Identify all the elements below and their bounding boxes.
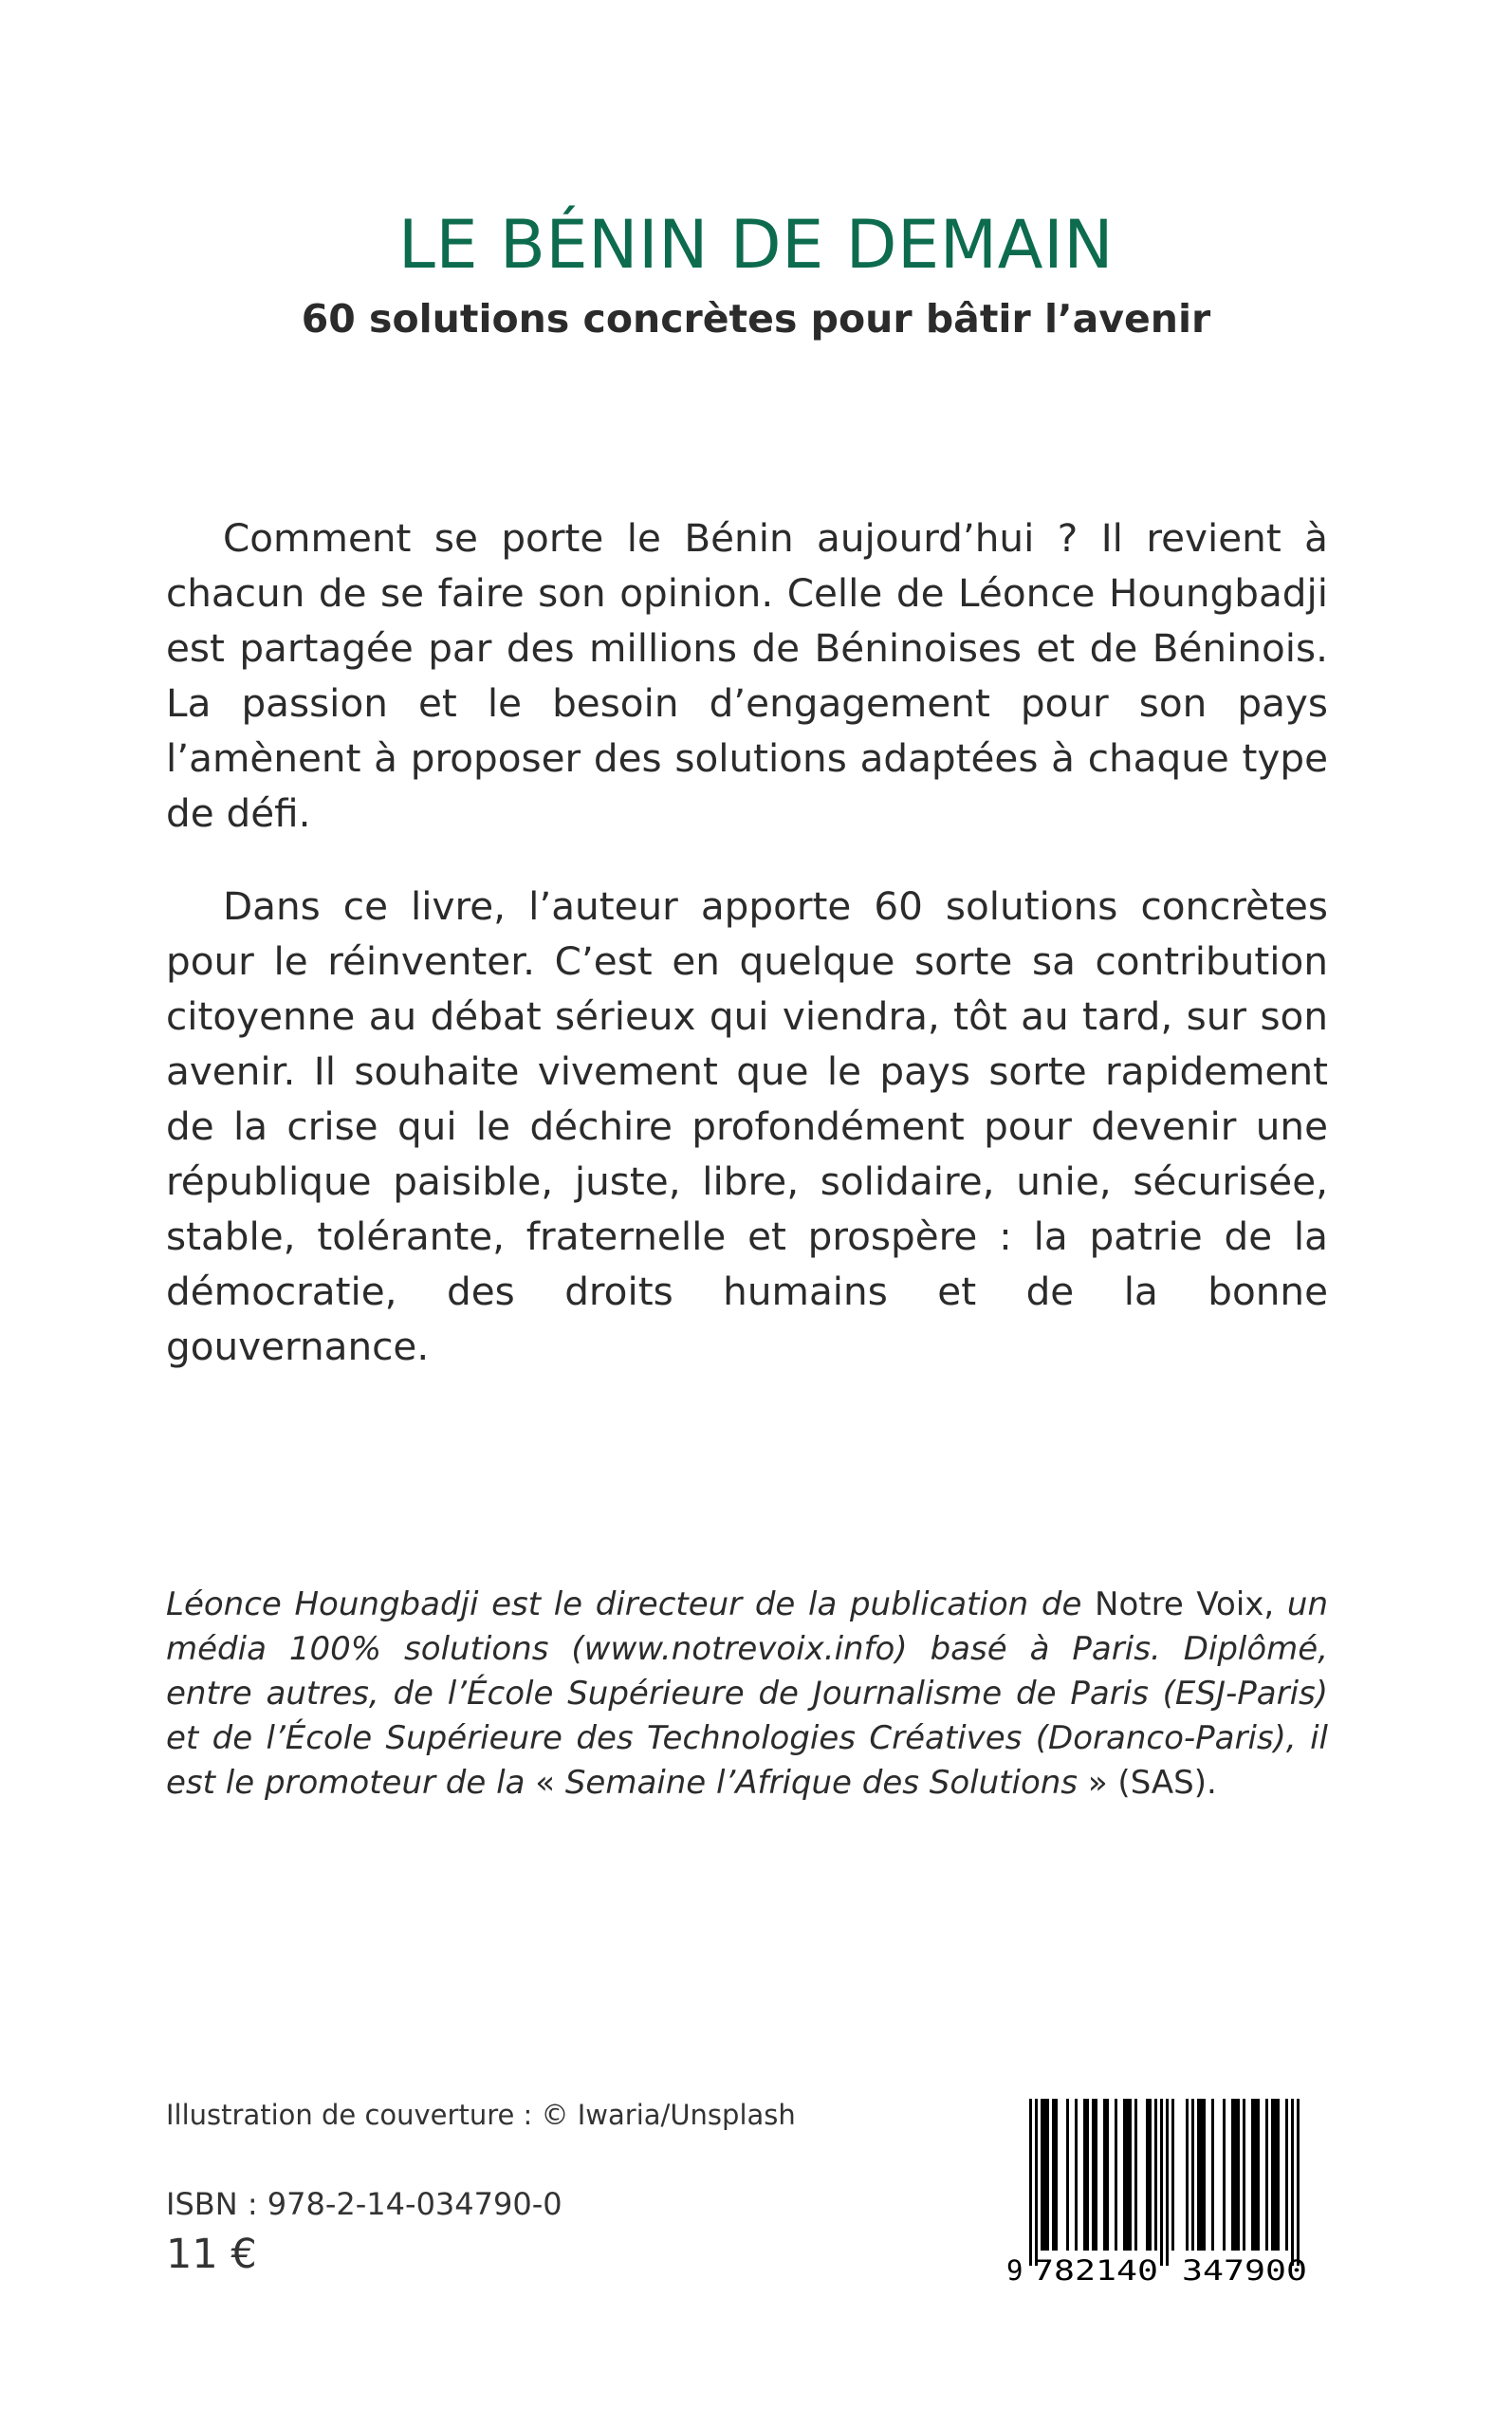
barcode-bar: [1043, 2099, 1046, 2251]
barcode-digits-left: 782140: [1033, 2254, 1158, 2285]
barcode-bar: [1277, 2099, 1280, 2251]
barcode-bar: [1171, 2099, 1174, 2251]
barcode-bar: [1092, 2099, 1095, 2251]
blurb-paragraph-1: Comment se porte le Bénin aujourd’hui ? Il revient à chacun de se faire son opinion. Celle de Léonce Houngbadji est partagée par des millions de Béninoises et de Béninois. La passion et le besoin d’engagement pour son pays l’amènent à proposer des solutions adaptées à chaque type de défi.: [166, 515, 1328, 836]
barcode-digits-right: 347900: [1182, 2254, 1307, 2285]
isbn-barcode: [1001, 2095, 1328, 2285]
barcode-bar: [1075, 2099, 1078, 2251]
barcode-bar: [1291, 2099, 1294, 2266]
author-bio: [166, 1583, 1328, 1806]
book-title: LE BÉNIN DE DEMAIN: [397, 206, 1115, 284]
barcode-bar: [1046, 2099, 1049, 2251]
barcode-bar: [1055, 2099, 1058, 2251]
barcode-bar: [1166, 2099, 1169, 2266]
author-name: Léonce Houngbadji: [166, 1585, 479, 1623]
barcode-bar: [1297, 2099, 1300, 2266]
barcode-bar: [1035, 2099, 1038, 2266]
barcode-bar: [1237, 2099, 1240, 2251]
cover-credit: Illustration de couverture : © Iwaria/Unsplash: [166, 2099, 796, 2131]
barcode-bar: [1191, 2099, 1194, 2251]
blurb-paragraph-2: Dans ce livre, l’auteur apporte 60 solutions concrètes pour le réinventer. C’est en quelque sorte sa contribution citoyenne au débat sérieux qui viendra, tôt au tard, sur son avenir. Il souhaite vivement que le pays sorte rapidement de la crise qui le déchire profondément pour devenir une république paisible, juste, libre, solidaire, unie, sécurisée, stable, tolérante, fraternelle et prospère : la patrie de la démocratie, des droits humains et de la bonne gouvernance.: [166, 883, 1328, 1369]
barcode-bar: [1106, 2099, 1109, 2251]
barcode-bar: [1186, 2099, 1189, 2251]
barcode-bar: [1149, 2099, 1152, 2251]
barcode-bar: [1134, 2099, 1137, 2251]
barcode-bar: [1115, 2099, 1117, 2251]
price: 11 €: [166, 2231, 257, 2278]
barcode-bar: [1029, 2099, 1032, 2266]
barcode-bar: [1041, 2099, 1043, 2251]
barcode-bar: [1095, 2099, 1097, 2251]
barcode-bar: [1285, 2099, 1288, 2251]
barcode-bar: [1271, 2099, 1274, 2251]
barcode-bar: [1231, 2099, 1234, 2251]
barcode-bar: [1197, 2099, 1200, 2251]
barcode-bar: [1123, 2099, 1126, 2251]
barcode-bar: [1103, 2099, 1106, 2251]
quote-open: «: [535, 1764, 565, 1802]
barcode-bar: [1257, 2099, 1260, 2251]
barcode-bar: [1052, 2099, 1055, 2251]
barcode-bar: [1274, 2099, 1277, 2251]
barcode-bar: [1200, 2099, 1203, 2251]
barcode-bar: [1083, 2099, 1086, 2251]
barcode-first-digit: 9: [1006, 2254, 1023, 2285]
barcode-bar: [1126, 2099, 1129, 2251]
barcode-bar: [1265, 2099, 1268, 2251]
barcode-bar: [1243, 2099, 1245, 2251]
barcode-bar: [1154, 2099, 1157, 2251]
publication-name: Notre Voix,: [1095, 1585, 1275, 1623]
author-bio-text-2: un média 100% solutions (www.notrevoix.info) basé à Paris. Diplômé, entre autres, de l’École Supérieure de Journalisme de Paris (ESJ-Paris) et de l’École Supérieure des Technologies Créatives (Doranco-Paris), il est le promoteur de la: [166, 1585, 1328, 1802]
blurb: [166, 510, 1328, 1412]
barcode-bar: [1066, 2099, 1069, 2251]
barcode-bar: [1086, 2099, 1089, 2251]
barcode-bars: [1029, 2099, 1300, 2266]
barcode-bar: [1203, 2099, 1206, 2251]
isbn: ISBN : 978-2-14-034790-0: [166, 2186, 562, 2222]
author-bio-text-1: est le directeur de la publication de: [478, 1585, 1096, 1623]
book-subtitle: 60 solutions concrètes pour bâtir l’avenir: [301, 296, 1211, 342]
barcode-bar: [1254, 2099, 1257, 2251]
barcode-bar: [1223, 2099, 1226, 2251]
quote-close: » (SAS).: [1078, 1764, 1217, 1802]
event-name: Semaine l’Afrique des Solutions: [564, 1764, 1079, 1802]
barcode-bar: [1234, 2099, 1237, 2251]
barcode-bar: [1251, 2099, 1254, 2251]
barcode-bar: [1160, 2099, 1163, 2266]
barcode-bar: [1211, 2099, 1214, 2251]
barcode-bar: [1146, 2099, 1149, 2251]
barcode-bar: [1129, 2099, 1132, 2251]
